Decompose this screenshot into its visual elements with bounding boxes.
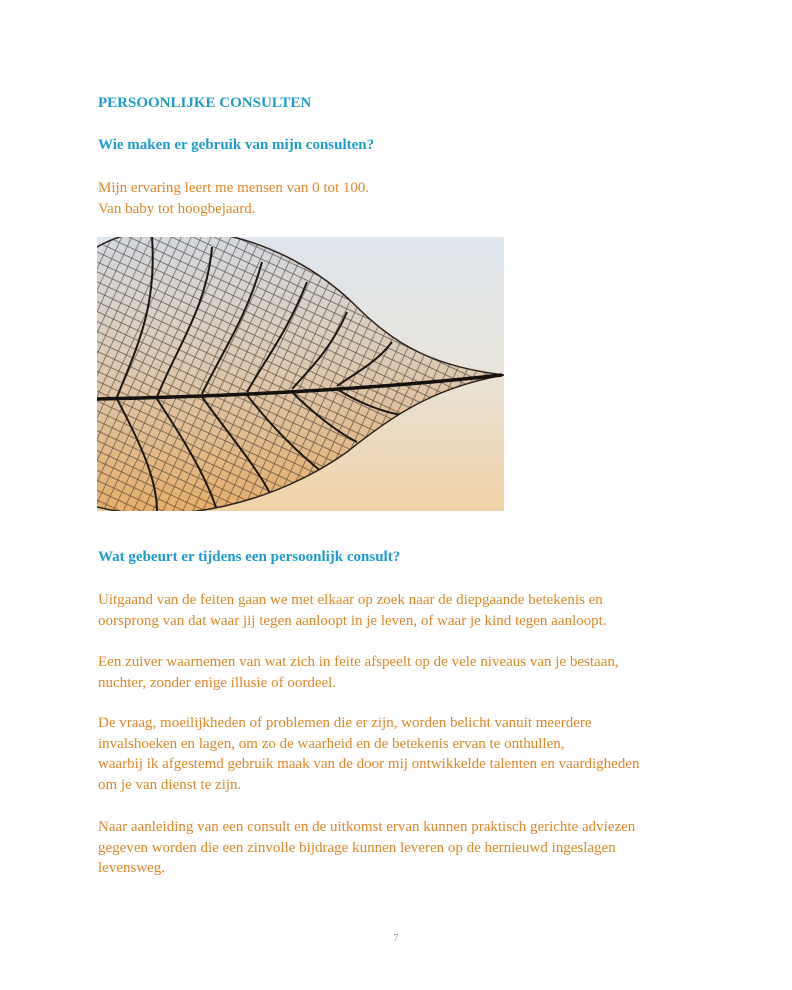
- text-line: gegeven worden die een zinvolle bijdrage kunnen leveren op de hernieuwd ingeslagen: [98, 839, 616, 856]
- paragraph-3: [98, 713, 718, 795]
- text-line: Van baby tot hoogbejaard.: [98, 200, 256, 217]
- text-line: oorsprong van dat waar jij tegen aanloopt in je leven, of waar je kind tegen aanloopt.: [98, 612, 607, 629]
- text-line: Uitgaand van de feiten gaan we met elkaar op zoek naar de diepgaande betekenis en: [98, 592, 603, 608]
- skeleton-leaf-image: [97, 237, 504, 511]
- paragraph-1: [98, 590, 718, 631]
- text-line: levensweg.: [98, 860, 166, 877]
- paragraph-who: [98, 178, 718, 219]
- paragraph-2: [98, 652, 718, 693]
- text-line: De vraag, moeilijkheden of problemen die er zijn, worden belicht vanuit meerdere: [98, 715, 592, 731]
- question-heading-who: Wie maken er gebruik van mijn consulten?: [98, 137, 375, 153]
- text-line: Mijn ervaring leert me mensen van 0 tot 100.: [98, 180, 370, 196]
- text-line: Naar aanleiding van een consult en de uitkomst ervan kunnen praktisch gerichte adviezen: [98, 819, 636, 835]
- text-line: waarbij ik afgestemd gebruik maak van de door mij ontwikkelde talenten en vaardigheden: [98, 756, 640, 773]
- text-line: om je van dienst te zijn.: [98, 776, 242, 793]
- section-title: PERSOONLIJKE CONSULTEN: [98, 95, 312, 111]
- text-line: nuchter, zonder enige illusie of oordeel.: [98, 674, 337, 691]
- text-line: Een zuiver waarnemen van wat zich in feite afspeelt op de vele niveaus van je bestaan,: [98, 654, 619, 670]
- text-line: invalshoeken en lagen, om zo de waarheid en de betekenis ervan te onthullen,: [98, 735, 565, 752]
- paragraph-4: [98, 817, 718, 879]
- question-heading-what: Wat gebeurt er tijdens een persoonlijk consult?: [98, 549, 401, 565]
- page-number: 7: [393, 933, 399, 944]
